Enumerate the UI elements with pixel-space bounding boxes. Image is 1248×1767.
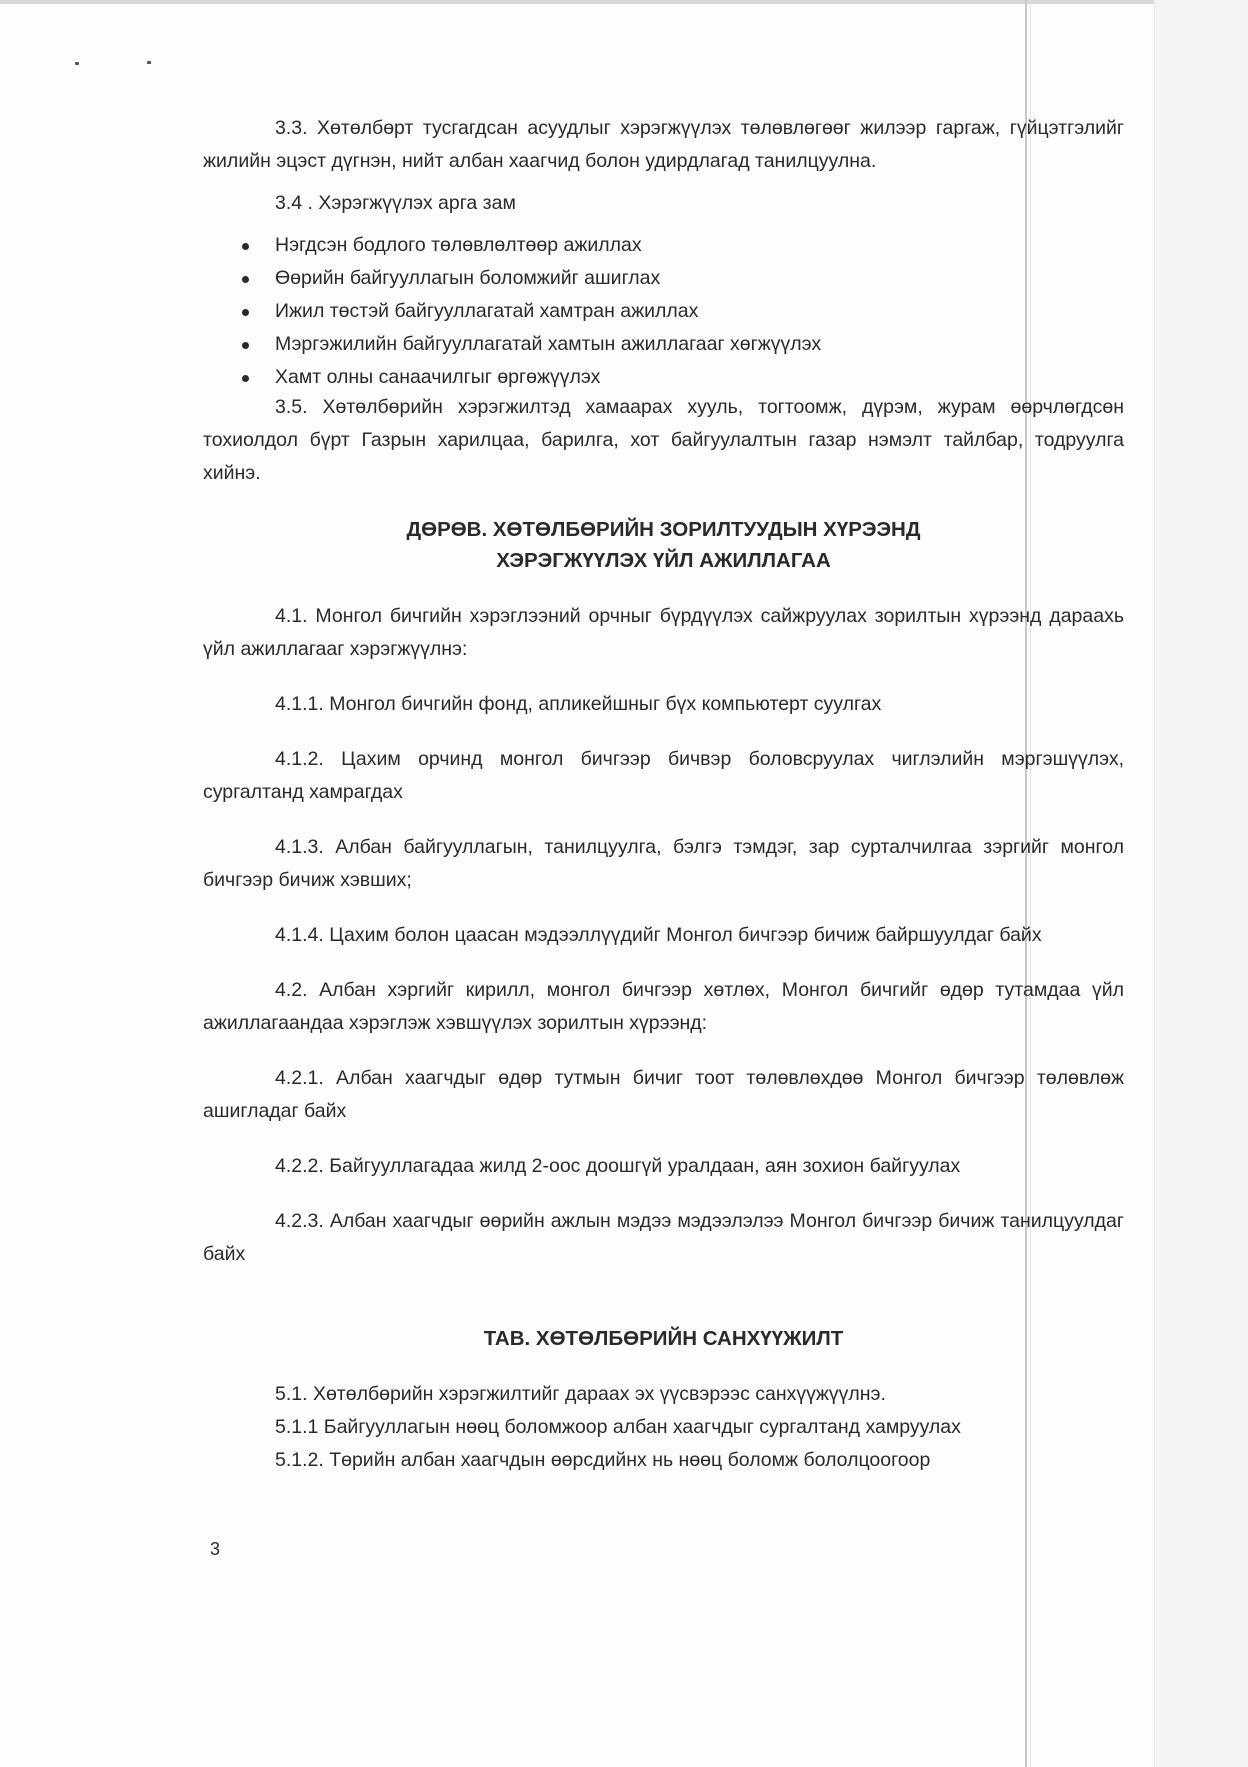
bullet-icon xyxy=(242,276,249,283)
bullet-icon xyxy=(242,309,249,316)
paragraph-3-3: 3.3. Хөтөлбөрт тусгагдсан асуудлыг хэрэгжүүлэх төлөвлөгөөг жилээр гаргаж, гүйцэтгэлийг жилийн эцэст дүгнэн, нийт албан хаагчид болон удирдлагад танилцуулна. xyxy=(203,117,1124,172)
list-item: Мэргэжилийн байгууллагатай хамтын ажиллагааг хөгжүүлэх xyxy=(203,328,1124,361)
bullet-icon xyxy=(242,342,249,349)
list-item: Өөрийн байгууллагын боломжийг ашиглах xyxy=(203,262,1124,295)
paragraph-5-1: 5.1. Хөтөлбөрийн хэрэгжилтийг дараах эх үүсвэрээс санхүүжүүлнэ. xyxy=(275,1383,886,1405)
bullet-icon xyxy=(242,243,249,250)
paragraph-5-1-2: 5.1.2. Төрийн албан хаагчдын өөрсдийнх нь нөөц боломж бололцоогоор xyxy=(275,1449,931,1471)
paragraph-4-1: 4.1. Монгол бичгийн хэрэглээний орчныг бүрдүүлэх сайжруулах зорилтын хүрээнд дараахь үйл ажиллагааг хэрэгжүүлнэ: xyxy=(203,605,1124,660)
paragraph-4-2-1: 4.2.1. Албан хаагчдыг өдөр тутмын бичиг тоот төлөвлөхдөө Монгол бичгээр төлөвлөж ашигладаг байх xyxy=(203,1067,1124,1122)
paragraph-4-1-1: 4.1.1. Монгол бичгийн фонд, апликейшныг бүх компьютерт суулгах xyxy=(275,693,882,715)
list-item: Ижил төстэй байгууллагатай хамтран ажиллах xyxy=(203,295,1124,328)
paragraph-3-4: 3.4 . Хэрэгжүүлэх арга зам xyxy=(275,192,516,214)
bullet-icon xyxy=(242,375,249,382)
scan-speck xyxy=(147,61,151,64)
paragraph-4-2-3: 4.2.3. Албан хаагчдыг өөрийн ажлын мэдээ мэдээлэлээ Монгол бичгээр бичиж танилцуулдаг байх xyxy=(203,1210,1124,1265)
paragraph-5-1-1: 5.1.1 Байгууллагын нөөц боломжоор албан хаагчдыг сургалтанд хамруулах xyxy=(275,1416,961,1438)
scan-edge-top xyxy=(0,0,1248,4)
list-item: Нэгдсэн бодлого төлөвлөлтөөр ажиллах xyxy=(203,229,1124,262)
paragraph-4-2-2: 4.2.2. Байгууллагадаа жилд 2-оос доошгүй уралдаан, аян зохион байгуулах xyxy=(275,1155,961,1177)
page-number: 3 xyxy=(210,1539,221,1559)
paragraph-4-2: 4.2. Албан хэргийг кирилл, монгол бичгээр хөтлөх, Монгол бичгийг өдөр тутамдаа үйл ажиллагаандаа хэрэглэж хэвшүүлэх зорилтын хүрээнд: xyxy=(203,979,1124,1034)
paragraph-4-1-3: 4.1.3. Албан байгууллагын, танилцуулга, бэлгэ тэмдэг, зар сурталчилгаа зэргийг монгол бичгээр бичиж хэвших; xyxy=(203,836,1124,891)
scan-edge-right xyxy=(1154,0,1248,1767)
paragraph-3-5: 3.5. Хөтөлбөрийн хэрэгжилтэд хамаарах хууль, тогтоомж, дүрэм, журам өөрчлөгдсөн тохиолдол бүрт Газрын харилцаа, барилга, хот байгуулалтын газар нэмэлт тайлбар, тодруулга хийнэ. xyxy=(203,396,1124,484)
methods-list xyxy=(203,229,1124,394)
section-4-heading-line1: ДӨРӨВ. ХӨТӨЛБӨРИЙН ЗОРИЛТУУДЫН ХҮРЭЭНД xyxy=(406,518,921,541)
section-5-heading: ТАВ. ХӨТӨЛБӨРИЙН САНХҮҮЖИЛТ xyxy=(483,1327,844,1350)
paragraph-4-1-4: 4.1.4. Цахим болон цаасан мэдээллүүдийг Монгол бичгээр бичиж байршуулдаг байх xyxy=(275,924,1042,946)
section-4-heading-line2: ХЭРЭГЖҮҮЛЭХ ҮЙЛ АЖИЛЛАГАА xyxy=(496,549,831,572)
section-4-heading xyxy=(203,514,1124,576)
document-body xyxy=(203,112,1124,1477)
scan-speck xyxy=(75,62,79,65)
list-item: Хамт олны санаачилгыг өргөжүүлэх xyxy=(203,361,1124,394)
paragraph-4-1-2: 4.1.2. Цахим орчинд монгол бичгээр бичвэр боловсруулах чиглэлийн мэргэшүүлэх, сургалтанд хамрагдах xyxy=(203,748,1124,803)
